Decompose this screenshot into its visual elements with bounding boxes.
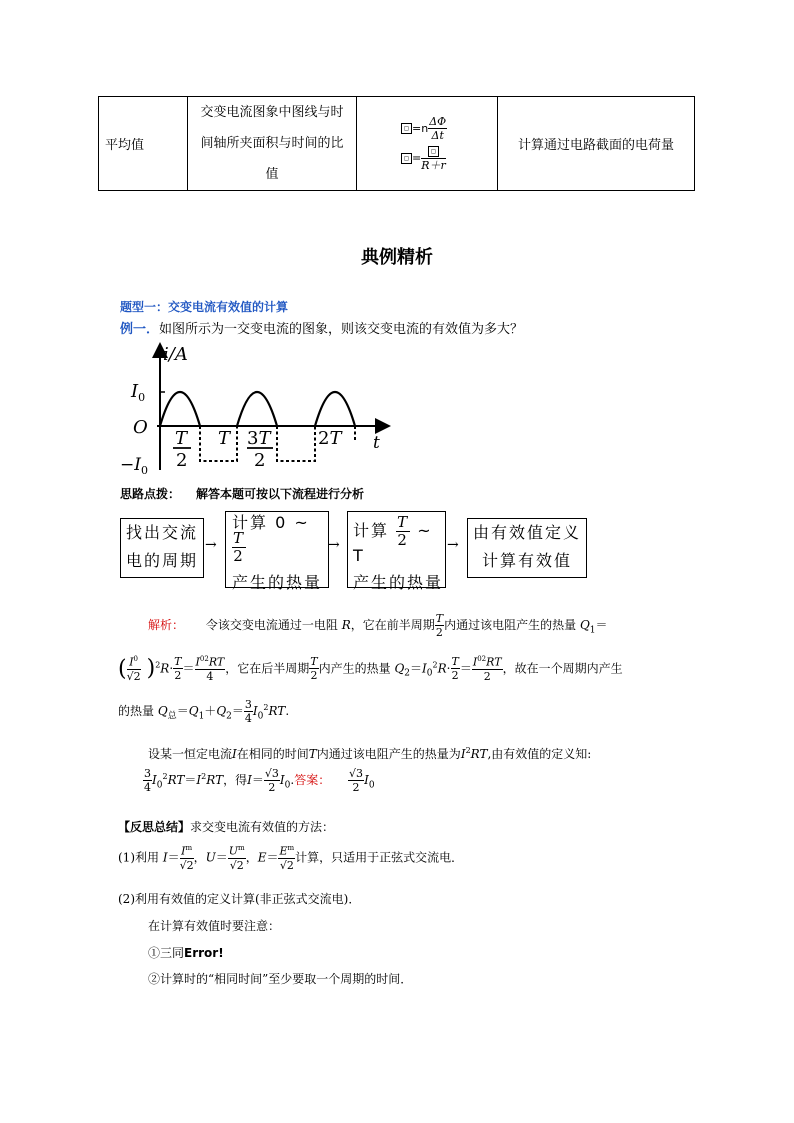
table-row-label: 平均值 [99, 97, 188, 191]
summary-note-2: ②计算时的“相同时间”至少要取一个周期的时间． [148, 972, 413, 986]
tick-3t-half-den: 2 [254, 450, 266, 471]
summary-note: 在计算有效值时要注意： [148, 919, 281, 933]
question-type: 题型一：交变电流有效值的计算 [120, 300, 289, 314]
y-axis-label: i/A [163, 344, 188, 365]
positive-half-wave-3 [315, 392, 355, 426]
flow-step-second-half: 计算 $\frac{T}{2}$ ~ T 产生的热量 [347, 511, 446, 588]
negative-pulse-2 [277, 426, 315, 461]
table-description: 交变电流图象中图线与时间轴所夹面积与时间的比值 [188, 97, 357, 191]
tick-t: T [218, 428, 231, 449]
tick-t-half-den: 2 [176, 450, 188, 471]
answer-label: 答案： [294, 773, 331, 787]
analysis-line-2: ( $\frac{I^0}{√2}$ )$^2$R· $\frac{T}{2}$ ＝ $\frac{I^{02}RT}{4}$ ，它在后半周期 $\frac{T}{2}$ 内产生的热量 $Q_2=I_0^2R\cdot$ $\frac{T}{2}$ ＝ $\frac{I^{02}RT}{2}$ ，故在一个周期内产生 [118, 655, 623, 683]
example-question [120, 318, 523, 337]
ac-current-graph [115, 340, 395, 475]
tick-3t-half-num: 3T [247, 428, 271, 449]
table-formulas [357, 97, 498, 191]
flow-step-first-half: 计算 0 ~ $\frac{T}{2}$ 产生的热量 [225, 511, 329, 588]
example-text: 如图所示为一交变电流的图象，则该交变电流的有效值为多大？ [159, 322, 524, 337]
formula-average-current: ▢ = $\frac{▢}{R+r}$ [401, 145, 497, 171]
analysis-line-5: $\frac{3}{4}$ $I_0^2RT=I^2RT$，得I＝ $\frac{√3}{2}$ $I_0$.答案： $\frac{√3}{2}$ $I_0$ [144, 767, 375, 794]
flow-step-definition: 由有效值定义 计算有效值 [467, 518, 587, 578]
flow-arrow-icon: → [447, 537, 459, 553]
x-axis-label: t [373, 433, 380, 453]
missing-glyph-icon: ▢ [401, 153, 412, 164]
positive-half-wave-2 [237, 392, 277, 426]
summary-item-2: (2)利用有效值的定义计算(非正弦式交流电)． [118, 892, 361, 906]
summary-item-1: (1)利用 I＝ $\frac{I^m}{√2}$ ，U＝ $\frac{U^m}{√2}$ ，E＝ $\frac{E^m}{√2}$ 计算，只适用于正弦式交流电． [118, 844, 464, 872]
analysis-line-1: 解析： 令该交变电流通过一电阻 R，它在前半周期 $\frac{T}{2}$ 内通过该电阻产生的热量 $Q_1=$ [148, 612, 608, 639]
summary-note-1: ①三同Error! [148, 946, 224, 960]
tick-t-half-num: T [175, 428, 188, 449]
formula-average-emf: ▢ =n $\frac{\Delta\Phi}{\Delta t}$ [401, 116, 497, 141]
analysis-line-3: 的热量 $Q_总=Q_1+Q_2=$ $\frac{3}{4}$ $I_0^2RT$. [118, 698, 290, 725]
neg-i0-label: $-I_0$ [120, 455, 148, 475]
flow-step-period: 找出交流 电的周期 [120, 518, 204, 578]
hint: 思路点拨： 解答本题可按以下流程进行分析 [120, 487, 365, 501]
missing-glyph-icon: ▢ [428, 146, 439, 157]
summary-table [98, 96, 695, 191]
flow-arrow-icon: → [328, 537, 340, 553]
positive-half-wave-1 [160, 392, 200, 426]
origin-label: O [133, 417, 148, 438]
tick-2t: 2T [318, 428, 342, 449]
missing-glyph-icon: ▢ [401, 123, 412, 134]
summary-heading: 【反思总结】求交变电流有效值的方法： [118, 820, 335, 834]
flow-arrow-icon: → [205, 537, 217, 553]
example-label: 例一． [120, 322, 160, 337]
table-application: 计算通过电路截面的电荷量 [498, 97, 695, 191]
analysis-line-4: 设某一恒定电流I在相同的时间T内通过该电阻产生的热量为$I^2RT$,由有效值的定义知: [148, 746, 592, 761]
section-title: 典例精析 [361, 247, 433, 268]
i0-label: $I_0$ [131, 381, 146, 404]
